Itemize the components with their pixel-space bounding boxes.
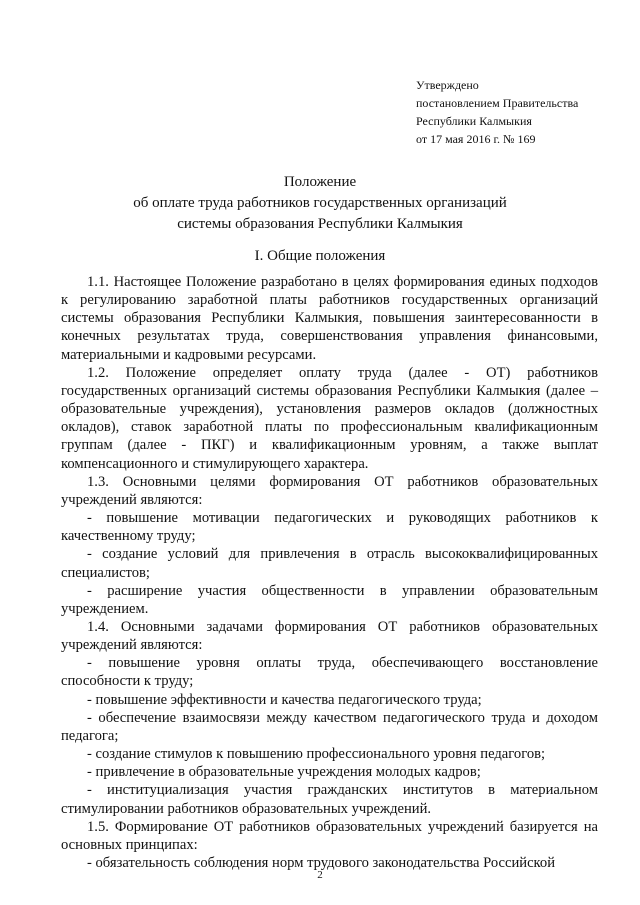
- paragraph: - повышение мотивации педагогических и руководящих работников к качественному труду;: [61, 510, 598, 545]
- page-number: 2: [317, 869, 323, 881]
- approval-stamp: [416, 76, 578, 148]
- section-heading: I. Общие положения: [254, 248, 386, 264]
- approval-line: Республики Калмыкия: [416, 114, 532, 128]
- paragraph: - создание стимулов к повышению профессионального уровня педагогов;: [87, 746, 546, 763]
- document-title: [60, 172, 580, 235]
- paragraph: - институциализация участия гражданских институтов в материальном стимулировании работников образовательных учреждений.: [61, 782, 598, 817]
- paragraph: - обязательность соблюдения норм трудового законодательства Российской: [87, 855, 556, 871]
- paragraph: - создание условий для привлечения в отрасль высококвалифицированных специалистов;: [61, 546, 598, 581]
- paragraph: 1.2. Положение определяет оплату труда (далее - ОТ) работников государственных организаций системы образования Республики Калмыкия (далее – образовательные учреждения), установления размеров окладов (должностных окладов), ставок заработной платы по профессиональным квалификационным группам (далее - ПКГ) и квалификационным уровням, а также выплат компенсационного и стимулирующего характера.: [61, 364, 598, 472]
- paragraph: - повышение уровня оплаты труда, обеспечивающего восстановление способности к труду;: [61, 655, 598, 690]
- document-body: [61, 273, 598, 872]
- paragraph: - привлечение в образовательные учреждения молодых кадров;: [87, 764, 481, 781]
- title-line: об оплате труда работников государственных организаций: [133, 195, 507, 211]
- paragraph: 1.4. Основными задачами формирования ОТ работников образовательных учреждений являются:: [61, 618, 598, 654]
- paragraph: - обеспечение взаимосвязи между качеством педагогического труда и доходом педагога;: [61, 709, 598, 744]
- paragraph: - расширение участия общественности в управлении образовательным учреждением.: [61, 582, 598, 617]
- paragraph: 1.1. Настоящее Положение разработано в целях формирования единых подходов к регулированию заработной платы работников государственных организаций системы образования Республики Калмыкия, повышения заинтересованности в конечных результатах труда, совершенствования управления финансовыми, материальными и кадровыми ресурсами.: [61, 274, 598, 363]
- paragraph: 1.3. Основными целями формирования ОТ работников образовательных учреждений являются:: [61, 473, 598, 508]
- approval-line: постановлением Правительства: [416, 96, 579, 110]
- paragraph: - повышение эффективности и качества педагогического труда;: [87, 691, 482, 708]
- approval-line: от 17 мая 2016 г. № 169: [416, 132, 536, 146]
- approval-line: Утверждено: [416, 78, 479, 92]
- title-line: системы образования Республики Калмыкия: [177, 216, 463, 232]
- title-line: Положение: [283, 174, 357, 190]
- paragraph: 1.5. Формирование ОТ работников образовательных учреждений базируется на основных принципах:: [61, 818, 598, 853]
